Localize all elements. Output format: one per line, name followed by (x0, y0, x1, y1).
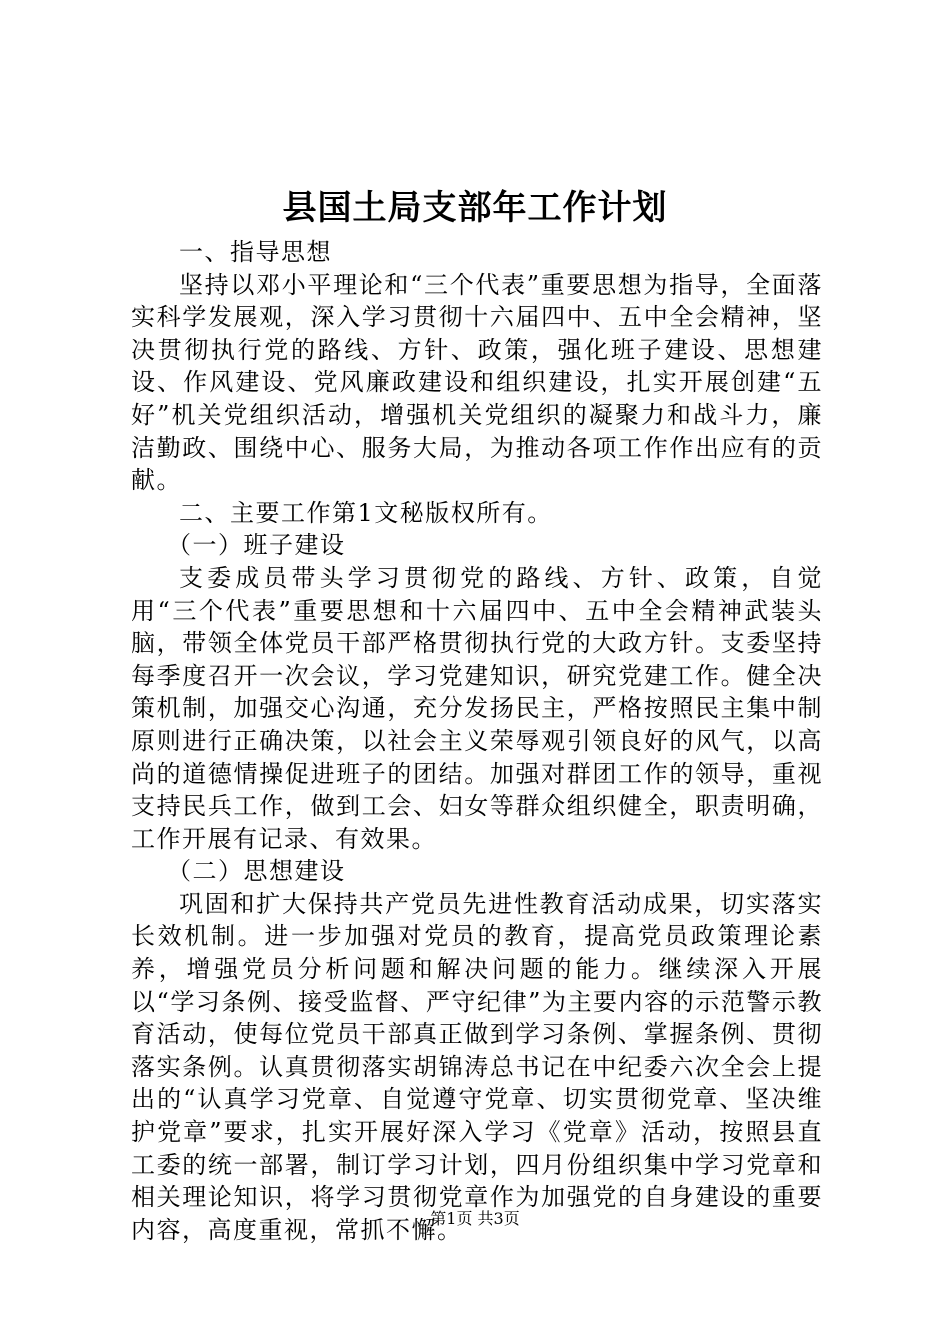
paragraph-guiding-thought: 坚持以邓小平理论和“三个代表”重要思想为指导，全面落实科学发展观，深入学习贯彻十六届四中、五中全会精神，坚决贯彻执行党的路线、方针、政策，强化班子建设、思想建设、作风建设、党风廉政建设和组织建设，扎实开展创建“五好”机关党组织活动，增强机关党组织的凝聚力和战斗力，廉洁勤政、围绕中心、服务大局，为推动各项工作作出应有的贡献。 (131, 270, 823, 495)
section-heading-main-work: 二、主要工作第1文秘版权所有。 (179, 498, 553, 527)
subsection-heading-team-building: （一）班子建设 (167, 531, 346, 560)
document-title: 县国土局支部年工作计划 (282, 188, 668, 228)
document-body (131, 236, 823, 1246)
section-heading-guiding-thought: 一、指导思想 (179, 238, 332, 266)
page-number-footer: 第1页 共3页 (430, 1209, 520, 1228)
paragraph-team-building: 支委成员带头学习贯彻党的路线、方针、政策，自觉用“三个代表”重要思想和十六届四中、五中全会精神武装头脑，带领全体党员干部严格贯彻执行党的大政方针。支委坚持每季度召开一次会议，学习党建知识，研究党建工作。健全决策机制，加强交心沟通，充分发扬民主，严格按照民主集中制原则进行正确决策，以社会主义荣辱观引领良好的风气，以高尚的道德情操促进班子的团结。加强对群团工作的领导，重视支持民兵工作，做到工会、妇女等群众组织健全，职责明确，工作开展有记录、有效果。 (131, 563, 823, 853)
subsection-heading-ideological-building: （二）思想建设 (167, 857, 346, 886)
paragraph-ideological-building: 巩固和扩大保持共产党员先进性教育活动成果，切实落实长效机制。进一步加强对党员的教育，提高党员政策理论素养，增强党员分析问题和解决问题的能力。继续深入开展以“学习条例、接受监督、严守纪律”为主要内容的示范警示教育活动，使每位党员干部真正做到学习条例、掌握条例、贯彻落实条例。认真贯彻落实胡锦涛总书记在中纪委六次全会上提出的“认真学习党章、自觉遵守党章、切实贯彻党章、坚决维护党章”要求，扎实开展好深入学习《党章》活动，按照县直工委的统一部署，制订学习计划，四月份组织集中学习党章和相关理论知识，将学习贯彻党章作为加强党的自身建设的重要内容，高度重视，常抓不懈。 (131, 889, 823, 1244)
